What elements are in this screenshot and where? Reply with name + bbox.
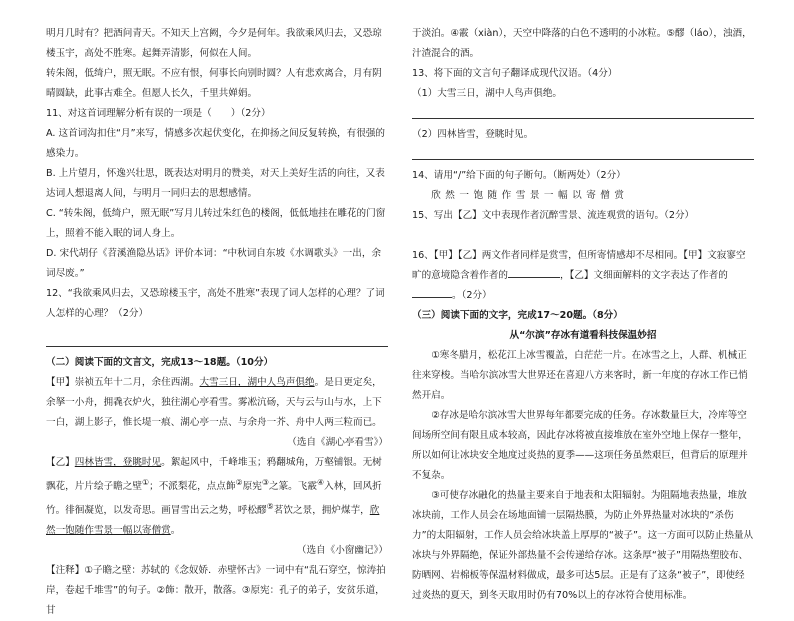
article-paragraph-2: ②存冰是哈尔滨冰雪大世界每年都要完成的任务。存冰数量巨大，冷库等空间场所空间有限且成本较高，因此存冰将被直接堆放在室外空地上保存一整年，所以如何让冰块安全地度过炎热的夏季——这项任务虽然艰巨，但背后的原理并不复杂。 <box>412 410 748 481</box>
question-11-option-b: B. 上片望月，怀逸兴壮思，既表达对明月的赞美，对天上美好生活的向往，又表达词人想退离人间，与明月一同归去的思想感情。 <box>46 168 385 199</box>
section-2-title: （二）阅读下面的文言文，完成13～18题。（10分） <box>46 357 274 368</box>
passage-jia: 【甲】崇祯五年十二月，余住西湖。大雪三日，湖中人鸟声俱绝。是日更定矣，余拏一小舟，拥毳衣炉火，独往湖心亭看雪。雾凇沆砀，天与云与山与水，上下一白，湖上影子，惟长堤一痕、湖心亭一点、与余舟一芥、舟中人两三粒而已。 <box>46 377 382 428</box>
question-13: 13、将下面的文言句子翻译成现代汉语。（4分） <box>412 68 618 79</box>
question-15: 15、写出【乙】文中表现作者沉醉雪景、流连观赏的语句。（2分） <box>412 210 695 221</box>
question-11-option-a: A. 这首词沟扣住“月”来写，情感多次起伏变化，在抑扬之间反复转换，有很强的感染力。 <box>46 128 386 159</box>
fill-blank-1 <box>508 266 560 278</box>
question-12: 12、“我欲乘风归去，又恐琼楼玉宇，高处不胜寒”表现了词人怎样的心理？了词人怎样的心理？（2分） <box>46 288 385 319</box>
underlined-sentence-3: 欣然一饱随作雪景一幅以寄僧赏 <box>46 505 380 537</box>
answer-line-13-1 <box>412 104 754 119</box>
underlined-sentence-1: 大雪三日，湖中人鸟声俱绝 <box>199 377 315 388</box>
answer-line-13-2 <box>412 145 754 160</box>
question-11-stem: 11、对这首词理解分析有误的一项是（ ）（2分） <box>46 108 271 119</box>
answer-space <box>412 226 754 246</box>
question-13-item-2: （2）四林皆雪，登眺时见。 <box>412 129 534 140</box>
question-14-sentence: 欣然一饱随作雪景一幅以寄僧赏 <box>431 190 629 201</box>
question-13-item-1: （1）大雪三日，湖中人鸟声俱绝。 <box>412 88 563 99</box>
question-11-option-d: D. 宋代胡仔《苕溪渔隐丛话》评价本词：“中秋词自东坡《水调歌头》一出，余词尽废。” <box>46 248 382 279</box>
fill-blank-2 <box>412 286 452 298</box>
question-14: 14、请用“/”给下面的句子断句。（断两处）（2分） <box>412 170 626 181</box>
question-11-option-c: C. “转朱阁，低绮户，照无眠”写月儿转过朱红色的楼阁，低低地挂在雕花的门窗上，照着不能入眠的词人身上。 <box>46 208 386 239</box>
underlined-sentence-2: 四林皆雪，登眺时见 <box>74 457 162 468</box>
annotation-notes: 【注释】①子瞻之壁：苏轼的《念奴娇．赤壁怀古》一词中有“乱石穿空，惊涛拍岸，卷起千堆雪”的句子。②飾：散开，散落。③原宪：孔子的弟子，安贫乐道，甘 <box>46 565 386 617</box>
section-3-title: （三）阅读下面的文字，完成17～20题。（8分） <box>412 310 623 321</box>
question-16: 16、【甲】【乙】两文作者同样是赏雪，但所寄情感却不尽相同。【甲】文寂寥空旷的意境隐含着作者的 ，【乙】文细面解料的文字表达了作者的。（2分） <box>412 250 746 301</box>
article-title: 从“尔滨”存冰有道看科技保温妙招 <box>509 330 657 341</box>
article-paragraph-1: ①寒冬腊月，松花江上冰雪覆盖，白茫茫一片。在冰雪之上，人群、机械正往来穿梭。当哈尔滨冰雪大世界还在喜迎八方来客时，新一年度的存冰工作已悄然开启。 <box>412 350 748 401</box>
answer-space <box>46 324 388 332</box>
right-column <box>412 24 754 606</box>
poem-lines-1: 明月几时有？把酒问青天。不知天上宫阙，今夕是何年。我欲乘风归去，又恐琼楼玉宇，高处不胜寒。起舞弄清影，何似在人间。 <box>46 28 382 59</box>
article-paragraph-3: ③可使存冰融化的热量主要来自于地表和太阳辐射。为阻隔地表热量，堆放冰块前，工作人员会在场地面铺一层隔热膜，为防止外界热量对冰块的“杀伤力”的太阳辐射，工作人员会给冰块盖上厚厚的“被子”。这一方面可以防止热量从冰块与外界隔绝，保证外部热量不会传递给存冰。这条厚“被子”用隔热塑胶布、防晒网、岩棉板等保温材料做成，最多可达5层。正是有了这条“被子”，即使经过炎热的夏天，到冬天取用时仍有70%以上的存冰符合使用标准。 <box>412 490 754 601</box>
passage-jia-source: （选自《湖心亭看雪》） <box>287 437 388 448</box>
passage-yi: 【乙】四林皆雪，登眺时见。絮起风中，千峰堆玉；鸦翻城角，万壑铺银。无树飘花，片片绘子瞻之壁①；不派梨花，点点飾②原宪③之篆。飞霰④入林，回风折竹。徘徊凝览，以发奇思。画冒雪出云之势，呼松醪⑤茗饮之景，拥炉煤芋，欣然一饱随作雪景一幅以寄僧赏。 <box>46 457 382 537</box>
poem-lines-2: 转朱阁，低绮户，照无眠。不应有恨，何事长向别时圆？人有悲欢离合，月有阴晴圆缺，此事古难全。但愿人长久，千里共婵娟。 <box>46 68 382 99</box>
passage-yi-source: （选自《小窗幽记》） <box>296 545 388 557</box>
annotation-notes-continued: 于淡泊。④霰（xiàn），天空中降落的白色不透明的小冰粒。⑤醪（láo），浊酒，汁渣混合的酒。 <box>412 28 752 59</box>
left-column <box>46 24 388 621</box>
answer-line-12 <box>46 332 388 347</box>
